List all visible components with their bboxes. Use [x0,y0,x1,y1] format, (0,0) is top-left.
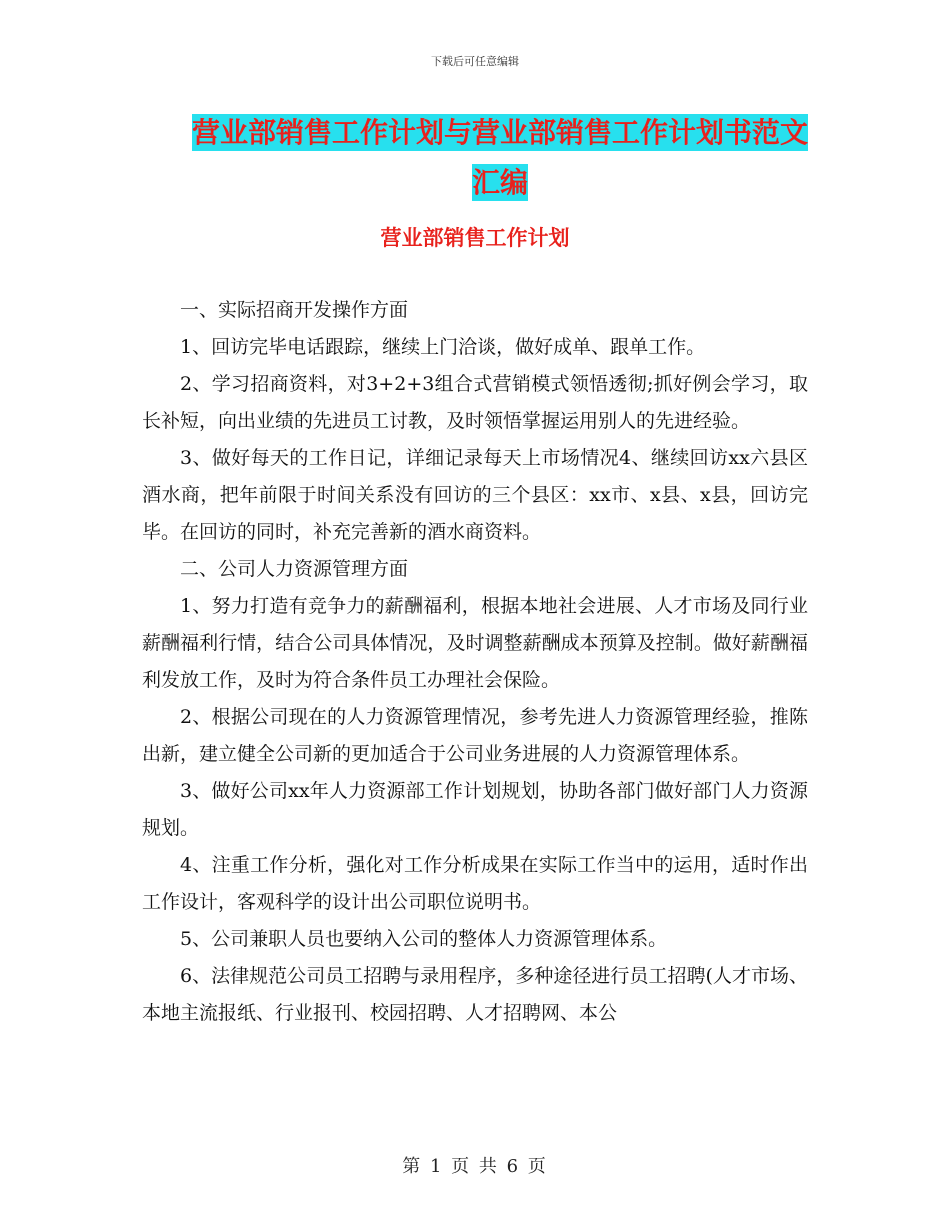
paragraph: 6、法律规范公司员工招聘与录用程序，多种途径进行员工招聘(人才市场、本地主流报纸、行业报刊、校园招聘、人才招聘网、本公 [142,965,808,1024]
paragraph: 2、根据公司现在的人力资源管理情况，参考先进人力资源管理经验，推陈出新，建立健全公司新的更加适合于公司业务进展的人力资源管理体系。 [142,706,808,765]
paragraph: 1、努力打造有竞争力的薪酬福利，根据本地社会进展、人才市场及同行业薪酬福利行情，结合公司具体情况，及时调整薪酬成本预算及控制。做好薪酬福利发放工作，及时为符合条件员工办理社会保险。 [142,595,808,691]
paragraph: 5、公司兼职人员也要纳入公司的整体人力资源管理体系。 [180,928,668,950]
paragraph: 一、实际招商开发操作方面 [180,299,409,321]
page-footer: 第 1 页 共 6 页 [402,1156,548,1177]
paragraph: 3、做好每天的工作日记，详细记录每天上市场情况4、继续回访xx六县区酒水商，把年前限于时间关系没有回访的三个县区：xx市、x县、x县，回访完毕。在回访的同时，补充完善新的酒水商资料。 [142,447,808,543]
header-note: 下载后可任意编辑 [431,55,519,68]
document-title-text: 营业部销售工作计划与营业部销售工作计划书范文汇编 [191,116,808,199]
paragraph: 1、回访完毕电话跟踪，继续上门洽谈，做好成单、跟单工作。 [180,336,706,358]
paragraph: 3、做好公司xx年人力资源部工作计划规划，协助各部门做好部门人力资源规划。 [142,780,808,839]
paragraph: 4、注重工作分析，强化对工作分析成果在实际工作当中的运用，适时作出工作设计，客观科学的设计出公司职位说明书。 [142,854,808,913]
section-title: 营业部销售工作计划 [380,226,570,250]
paragraph: 二、公司人力资源管理方面 [180,558,409,580]
document-title [180,108,820,208]
document-body [142,292,808,1032]
paragraph: 2、学习招商资料，对3+2+3组合式营销模式领悟透彻;抓好例会学习，取长补短，向出业绩的先进员工讨教，及时领悟掌握运用别人的先进经验。 [142,373,808,432]
